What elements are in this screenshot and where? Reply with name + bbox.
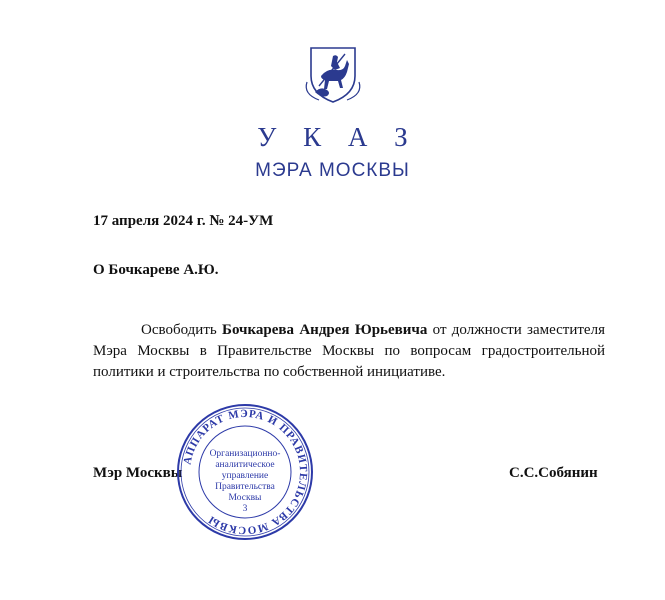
stamp-ring-text: АППАРАТ МЭРА И ПРАВИТЕЛЬСТВА МОСКВЫ (181, 407, 310, 537)
decree-title: У К А З (257, 122, 418, 152)
stamp-line: Правительства (215, 482, 275, 492)
decree-subtitle: МЭРА МОСКВЫ (255, 160, 410, 181)
stamp-line: аналитическое (215, 460, 275, 470)
decree-date-number: 17 апреля 2024 г. № 24-УМ (93, 213, 274, 229)
body-person-name: Бочкарева Андрея Юрьевича (222, 322, 428, 338)
body-rest: от должности заместителя Мэра Москвы в Правительстве Москвы по вопросам градостроительной политики и строительства по собственной инициативе. (93, 322, 605, 380)
signatory-position: Мэр Москвы (93, 465, 183, 481)
decree-subject: О Бочкареве А.Ю. (93, 262, 219, 278)
stamp-line: Организационно- (209, 449, 281, 459)
moscow-coat-of-arms-icon (297, 42, 369, 106)
stamp-line: Москвы (228, 493, 262, 503)
signatory-name: С.С.Собянин (509, 465, 598, 481)
stamp-number: 3 (242, 504, 248, 514)
decree-body (93, 320, 605, 383)
stamp-line: управление (221, 471, 269, 481)
stamp-center-text (200, 449, 290, 515)
body-lead: Освободить (141, 322, 223, 338)
